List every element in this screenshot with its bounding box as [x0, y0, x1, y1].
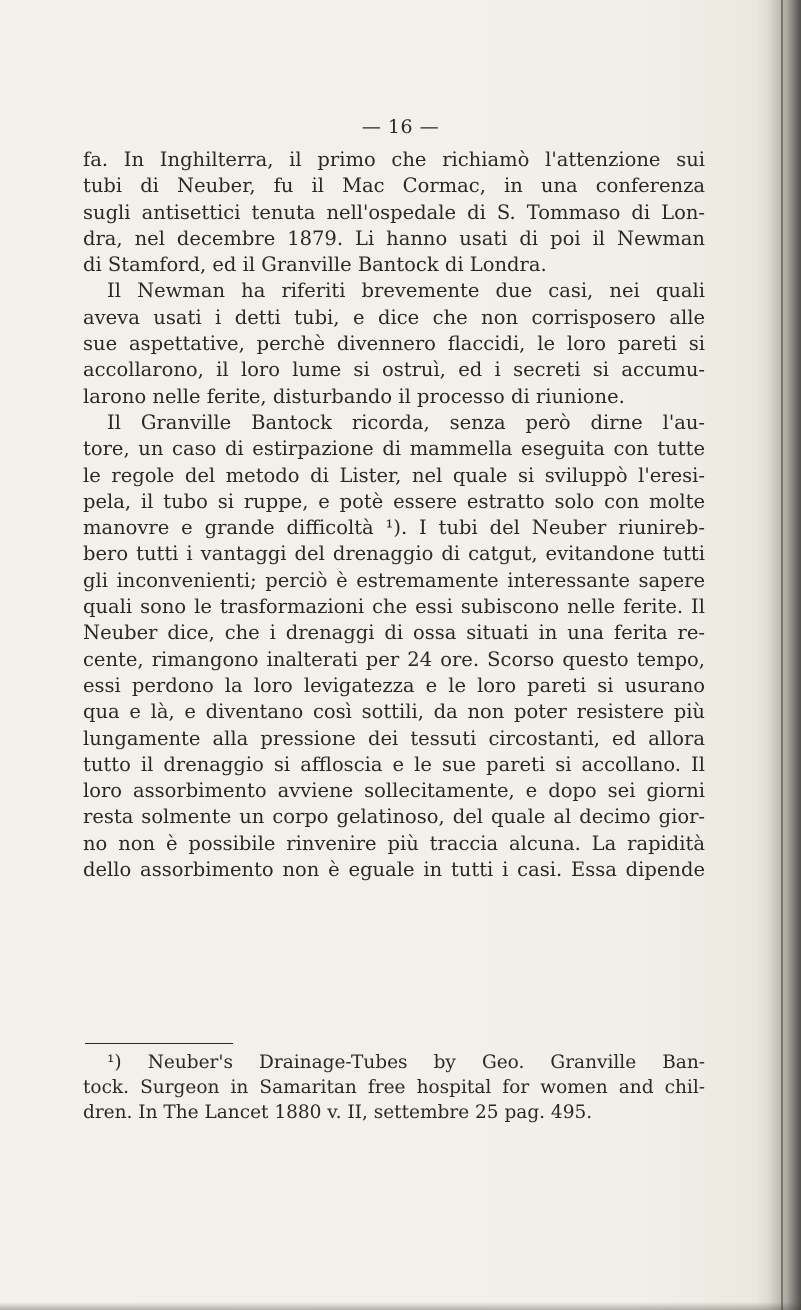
text-line: Neuber dice, che i drenaggi di ossa situati in una ferita re- — [83, 621, 705, 645]
text-line: manovre e grande difficoltà ¹). I tubi del Neuber riunireb- — [83, 516, 705, 540]
text-line: cente, rimangono inalterati per 24 ore. Scorso questo tempo, — [83, 647, 705, 671]
footnote-line: ¹) Neuber's Drainage-Tubes by Geo. Granville Ban- — [107, 1052, 705, 1073]
text-line: accollarono, il loro lume si ostruì, ed i secreti si accumu- — [83, 358, 705, 382]
text-line: lungamente alla pressione dei tessuti circostanti, ed allora — [83, 726, 705, 750]
footnote-divider — [85, 1043, 233, 1044]
footnote-line: dren. In The Lancet 1880 v. II, settembre 25 pag. 495. — [83, 1102, 593, 1123]
page-edge-line — [781, 0, 783, 1310]
text-line: aveva usati i detti tubi, e dice che non corrisposero alle — [83, 305, 705, 329]
text-line: tubi di Neuber, fu il Mac Cormac, in una conferenza — [83, 174, 705, 198]
text-line: dello assorbimento non è eguale in tutti i casi. Essa dipende — [83, 858, 705, 882]
page-edge-shadow — [755, 0, 801, 1310]
page-number: — 16 — — [361, 116, 440, 138]
body-text — [83, 147, 705, 883]
text-line: essi perdono la loro levigatezza e le loro pareti si usurano — [83, 673, 705, 697]
text-line: gli inconvenienti; perciò è estremamente interessante sapere — [83, 568, 705, 592]
text-line: qua e là, e diventano così sottili, da non poter resistere più — [83, 700, 705, 724]
text-line: sue aspettative, perchè divennero flaccidi, le loro pareti si — [83, 332, 705, 356]
text-line: Il Newman ha riferiti brevemente due casi, nei quali — [107, 279, 705, 303]
text-line: bero tutti i vantaggi del drenaggio di catgut, evitandone tutti — [83, 542, 705, 566]
text-line: loro assorbimento avviene sollecitamente, e dopo sei giorni — [83, 779, 705, 803]
footnote-line: tock. Surgeon in Samaritan free hospital for women and chil- — [83, 1077, 705, 1098]
text-line: le regole del metodo di Lister, nel quale si sviluppò l'eresi- — [83, 463, 705, 487]
text-line: dra, nel decembre 1879. Li hanno usati di poi il Newman — [83, 226, 705, 250]
text-line: sugli antisettici tenuta nell'ospedale di S. Tommaso di Lon- — [83, 200, 705, 224]
text-line: tore, un caso di estirpazione di mammella eseguita con tutte — [83, 437, 705, 461]
text-line: quali sono le trasformazioni che essi subiscono nelle ferite. Il — [83, 595, 705, 619]
page-bottom-shadow — [0, 1302, 801, 1310]
text-line: resta solmente un corpo gelatinoso, del quale al decimo gior- — [83, 805, 705, 829]
text-line: larono nelle ferite, disturbando il processo di riunione. — [83, 384, 625, 408]
text-line: Il Granville Bantock ricorda, senza però dirne l'au- — [107, 410, 705, 434]
text-line: pela, il tubo si ruppe, e potè essere estratto solo con molte — [83, 489, 705, 513]
text-line: fa. In Inghilterra, il primo che richiamò l'attenzione sui — [83, 148, 705, 171]
text-line: tutto il drenaggio si affloscia e le sue pareti si accollano. Il — [83, 752, 705, 776]
text-line: di Stamford, ed il Granville Bantock di Londra. — [83, 253, 547, 277]
text-line: no non è possibile rinvenire più traccia alcuna. La rapidità — [83, 831, 705, 855]
footnote — [83, 1050, 705, 1125]
